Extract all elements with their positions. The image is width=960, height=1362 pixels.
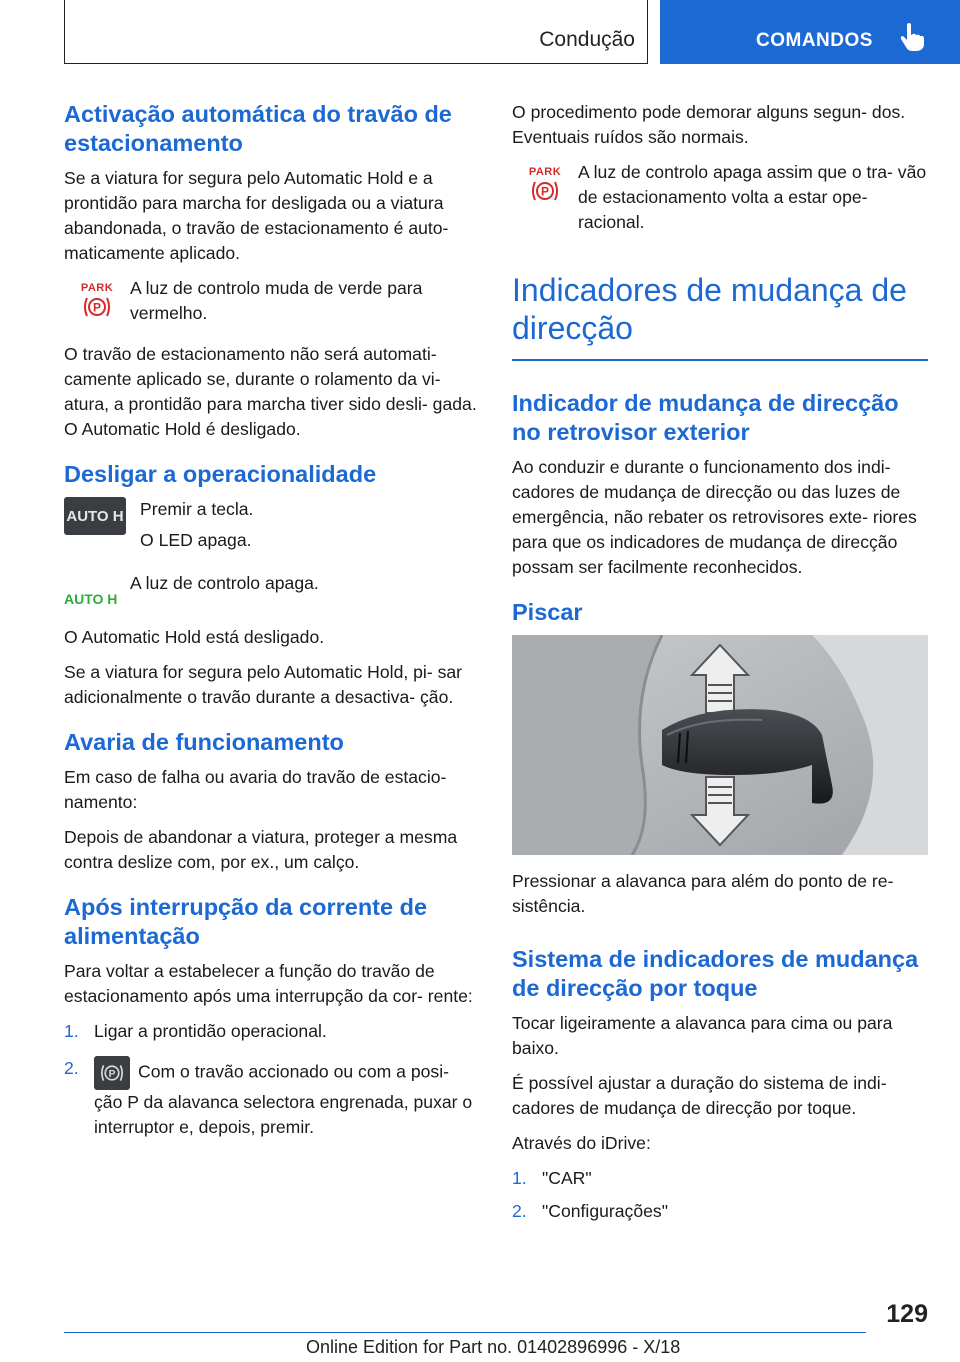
autoh-button-icon: AUTO H: [64, 497, 126, 535]
step-text: Ligar a prontidão operacional.: [94, 1021, 327, 1041]
header-chapter-title: COMANDOS: [756, 30, 873, 51]
step-number: 2.: [64, 1058, 79, 1078]
heading-turn-signals: Indicadores de mudança de direcção: [512, 272, 907, 346]
page-number: 129: [886, 1300, 928, 1328]
section-divider: [512, 359, 928, 361]
text-auto-activation: Se a viatura for segura pelo Automatic Hold e a prontidão para marcha for desligada ou a viatura abandonada, o travão de estacionamento é auto- maticamente aplicado.: [64, 168, 449, 263]
footer-edition: Online Edition for Part no. 01402896996 - X/18: [306, 1337, 681, 1357]
left-column: [64, 100, 478, 1148]
autoh-button-note: [64, 497, 478, 559]
text-release-brake: Se a viatura for segura pelo Automatic Hold, pi- sar adicionalmente o travão durante a desactiva- ção.: [64, 662, 463, 707]
heading-flash: Piscar: [512, 598, 583, 625]
restore-steps-list: [64, 1019, 478, 1140]
text-not-applied: O travão de estacionamento não será automati- camente aplicado se, durante o rolamento da vi- atura, a prontidão para marcha tiver sido desli- gada. O Automatic Hold é desligado.: [64, 344, 477, 439]
list-item: [64, 1019, 478, 1044]
text-light-green-red: A luz de controlo muda de verde para vermelho.: [130, 278, 423, 323]
svg-text:P: P: [540, 184, 549, 199]
heading-mirror-signal: Indicador de mudança de direcção no retrovisor exterior: [512, 389, 899, 445]
text-light-off: A luz de controlo apaga.: [130, 573, 319, 593]
heading-touch-signal: Sistema de indicadores de mudança de direcção por toque: [512, 945, 919, 1001]
park-light-note: [64, 276, 478, 332]
step-number: 1.: [64, 1021, 79, 1041]
text-led-off: O LED apaga.: [140, 530, 252, 550]
text-light-off-ready: A luz de controlo apaga assim que o tra- vão de estacionamento volta a estar ope- racional.: [578, 162, 927, 232]
park-brake-light-icon: [529, 166, 561, 204]
heading-switch-off: Desligar a operacionalidade: [64, 461, 377, 487]
header-section-tab: [64, 0, 648, 64]
idrive-steps-list: [512, 1166, 928, 1224]
footer-divider: [64, 1332, 866, 1333]
text-protect: Depois de abandonar a viatura, proteger a mesma contra deslize com, por ex., um calço.: [64, 827, 458, 872]
text-mirror-signal: Ao conduzir e durante o funcionamento dos indi- cadores de mudança de direcção ou das luzes de emergência, não rebater os retrovisores exte- riores para que os indicadores de mudança de direcção possam ser facilmente reconhecidos.: [512, 456, 917, 577]
svg-text:P: P: [92, 300, 101, 315]
heading-auto-activation: Activação automática do travão de estacionamento: [64, 101, 452, 156]
header-section-title: Condução: [539, 28, 635, 51]
heading-malfunction: Avaria de funcionamento: [64, 729, 344, 755]
list-item: [512, 1166, 928, 1191]
text-press-key: Premir a tecla.: [140, 499, 254, 519]
step-number: 1.: [512, 1167, 527, 1188]
parking-brake-switch-icon: [94, 1056, 130, 1090]
step-number: 2.: [512, 1200, 527, 1221]
header-chapter-tab: [660, 0, 960, 64]
autoh-light-icon: AUTO H: [64, 591, 118, 607]
svg-text:P: P: [108, 1068, 116, 1080]
text-malfunction: Em caso de falha ou avaria do travão de estacio- namento:: [64, 767, 447, 812]
step-text: "Configurações": [542, 1200, 668, 1221]
text-touch-lever: Tocar ligeiramente a alavanca para cima ou para baixo.: [512, 1012, 893, 1058]
text-press-lever: Pressionar a alavanca para além do ponto de re- sistência.: [512, 870, 894, 916]
step-text: "CAR": [542, 1167, 592, 1188]
text-procedure: O procedimento pode demorar alguns segun- dos. Eventuais ruídos são normais.: [512, 102, 906, 147]
list-item: [512, 1199, 928, 1224]
autoh-light-note: [64, 571, 478, 607]
text-adjust-duration: É possível ajustar a duração do sistema de indi- cadores de mudança de direcção por toque.: [512, 1072, 887, 1118]
turn-signal-lever-illustration: [512, 635, 928, 855]
step-text: Com o travão accionado ou com a posi- ção P da alavanca selectora engrenada, puxar o interruptor e, depois, premir.: [94, 1061, 473, 1137]
pointing-hand-icon: [898, 22, 926, 52]
text-via-idrive: Através do iDrive:: [512, 1132, 651, 1153]
text-hold-off: O Automatic Hold está desligado.: [64, 627, 325, 647]
heading-power-interrupt: Após interrupção da corrente de alimentação: [64, 894, 428, 949]
park-ready-note: [512, 160, 928, 241]
right-column: [512, 100, 928, 1232]
park-icon-label: PARK: [528, 166, 562, 178]
park-icon-label: PARK: [80, 282, 114, 294]
text-restore: Para voltar a estabelecer a função do travão de estacionamento após uma interrupção da cor- rente:: [64, 961, 473, 1006]
list-item: [64, 1056, 478, 1140]
park-brake-light-icon: [81, 282, 113, 320]
